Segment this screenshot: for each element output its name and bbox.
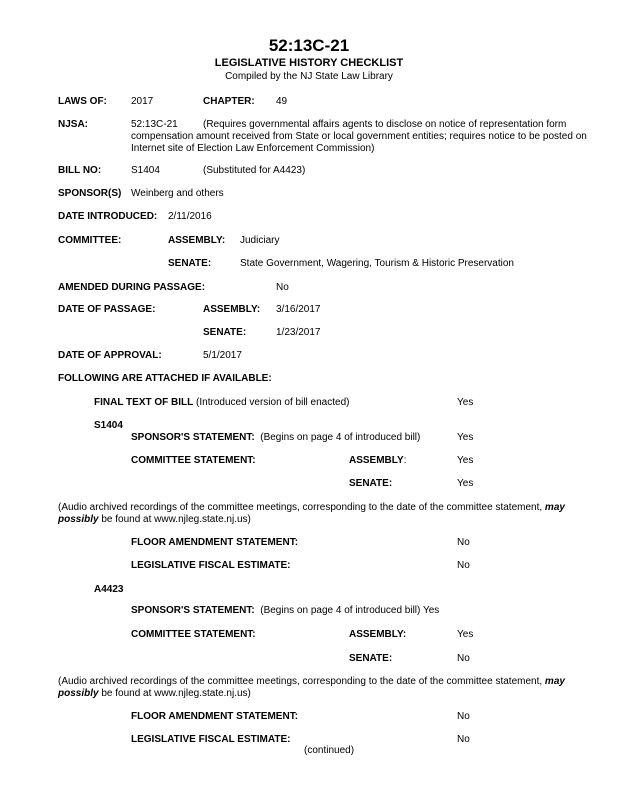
s1404-fiscal-label: LEGISLATIVE FISCAL ESTIMATE:: [131, 560, 291, 571]
a4423-senate-label: SENATE:: [349, 653, 393, 664]
bill-no-label: BILL NO:: [58, 165, 102, 176]
a4423-floor-label: FLOOR AMENDMENT STATEMENT:: [131, 711, 299, 722]
committee-assembly-value: Judiciary: [240, 235, 280, 246]
laws-of-label: LAWS OF:: [58, 96, 107, 107]
a4423-audio-emphasis: may possibly: [58, 676, 565, 699]
a4423-fiscal-value: No: [457, 734, 470, 745]
s1404-senate-value: Yes: [457, 478, 474, 489]
passage-senate-value: 1/23/2017: [276, 327, 321, 338]
a4423-committee-label: COMMITTEE STATEMENT:: [131, 629, 256, 640]
passage-senate-label: SENATE:: [203, 327, 247, 338]
final-text-label: FINAL TEXT OF BILL: [94, 397, 194, 408]
chapter-value: 49: [276, 96, 288, 107]
amended-label: AMENDED DURING PASSAGE:: [58, 282, 206, 293]
a4423-fiscal-label: LEGISLATIVE FISCAL ESTIMATE:: [131, 734, 291, 745]
bill-no-value: S1404: [131, 165, 160, 176]
committee-assembly-label: ASSEMBLY:: [168, 235, 226, 246]
s1404-sponsor-label: SPONSOR'S STATEMENT:: [131, 432, 255, 443]
njsa-value: 52:13C-21: [131, 119, 178, 130]
a4423-sponsor-value: Yes: [422, 605, 440, 616]
s1404-floor-label: FLOOR AMENDMENT STATEMENT:: [131, 537, 299, 548]
section-number: 52:13C-21: [268, 36, 350, 55]
a4423-assembly-label: ASSEMBLY:: [349, 629, 407, 640]
a4423-sponsor-row: [131, 605, 439, 617]
a4423-bill-label: A4423: [94, 584, 124, 595]
date-introduced-value: 2/11/2016: [168, 211, 212, 222]
final-text-row: [94, 397, 349, 409]
committee-senate-label: SENATE:: [168, 258, 212, 269]
chapter-label: CHAPTER:: [203, 96, 255, 107]
a4423-sponsor-note: (Begins on page 4 of introduced bill): [260, 605, 421, 616]
s1404-assembly-value: Yes: [457, 455, 474, 466]
final-text-value: Yes: [457, 397, 474, 408]
amended-value: No: [276, 282, 289, 293]
s1404-sponsor-value: Yes: [457, 432, 474, 443]
a4423-senate-value: No: [457, 653, 470, 664]
compiled-by: Compiled by the NJ State Law Library: [225, 71, 393, 82]
approval-value: 5/1/2017: [203, 350, 242, 361]
passage-assembly-label: ASSEMBLY:: [203, 304, 261, 315]
s1404-senate-label: SENATE:: [349, 478, 393, 489]
attached-heading: FOLLOWING ARE ATTACHED IF AVAILABLE:: [58, 373, 272, 384]
final-text-note: (Introduced version of bill enacted): [196, 397, 350, 408]
s1404-fiscal-value: No: [457, 560, 470, 571]
approval-label: DATE OF APPROVAL:: [58, 350, 162, 361]
s1404-bill-label: S1404: [94, 420, 123, 431]
s1404-assembly-row: [349, 455, 406, 467]
s1404-floor-value: No: [457, 537, 470, 548]
s1404-sponsor-row: [131, 432, 420, 444]
bill-substitution-note: (Substituted for A4423): [203, 165, 306, 176]
s1404-sponsor-note: (Begins on page 4 of introduced bill): [260, 432, 421, 443]
document-title: LEGISLATIVE HISTORY CHECKLIST: [214, 57, 404, 69]
committee-label: COMMITTEE:: [58, 235, 122, 246]
a4423-assembly-value: Yes: [457, 629, 474, 640]
date-introduced-label: DATE INTRODUCED:: [58, 211, 158, 222]
s1404-assembly-colon: :: [403, 455, 407, 466]
laws-of-value: 2017: [131, 96, 154, 107]
continued-note: (continued): [304, 745, 355, 756]
a4423-floor-value: No: [457, 711, 470, 722]
passage-label: DATE OF PASSAGE:: [58, 304, 156, 315]
sponsors-label: SPONSOR(S): [58, 188, 122, 199]
s1404-audio-emphasis: may possibly: [58, 502, 565, 525]
a4423-sponsor-label: SPONSOR'S STATEMENT:: [131, 605, 255, 616]
committee-senate-value: State Government, Wagering, Tourism & Historic Preservation: [240, 258, 514, 269]
njsa-description: (Requires governmental affairs agents to disclose on notice of representation form compensation amount received from State or local government entities; requires notice to be posted on Internet site of Election Law Enforcement Commission): [131, 119, 587, 154]
sponsors-value: Weinberg and others: [131, 188, 224, 199]
s1404-assembly-label: ASSEMBLY: [349, 455, 404, 466]
s1404-committee-label: COMMITTEE STATEMENT:: [131, 455, 256, 466]
passage-assembly-value: 3/16/2017: [276, 304, 321, 315]
a4423-audio-note: (Audio archived recordings of the committee meetings, corresponding to the date of the committee statement, may possibly be found at www.njleg.state.nj.us): [58, 676, 565, 699]
s1404-audio-note: (Audio archived recordings of the committee meetings, corresponding to the date of the committee statement, may possibly be found at www.njleg.state.nj.us): [58, 502, 565, 525]
njsa-label: NJSA:: [58, 119, 89, 130]
